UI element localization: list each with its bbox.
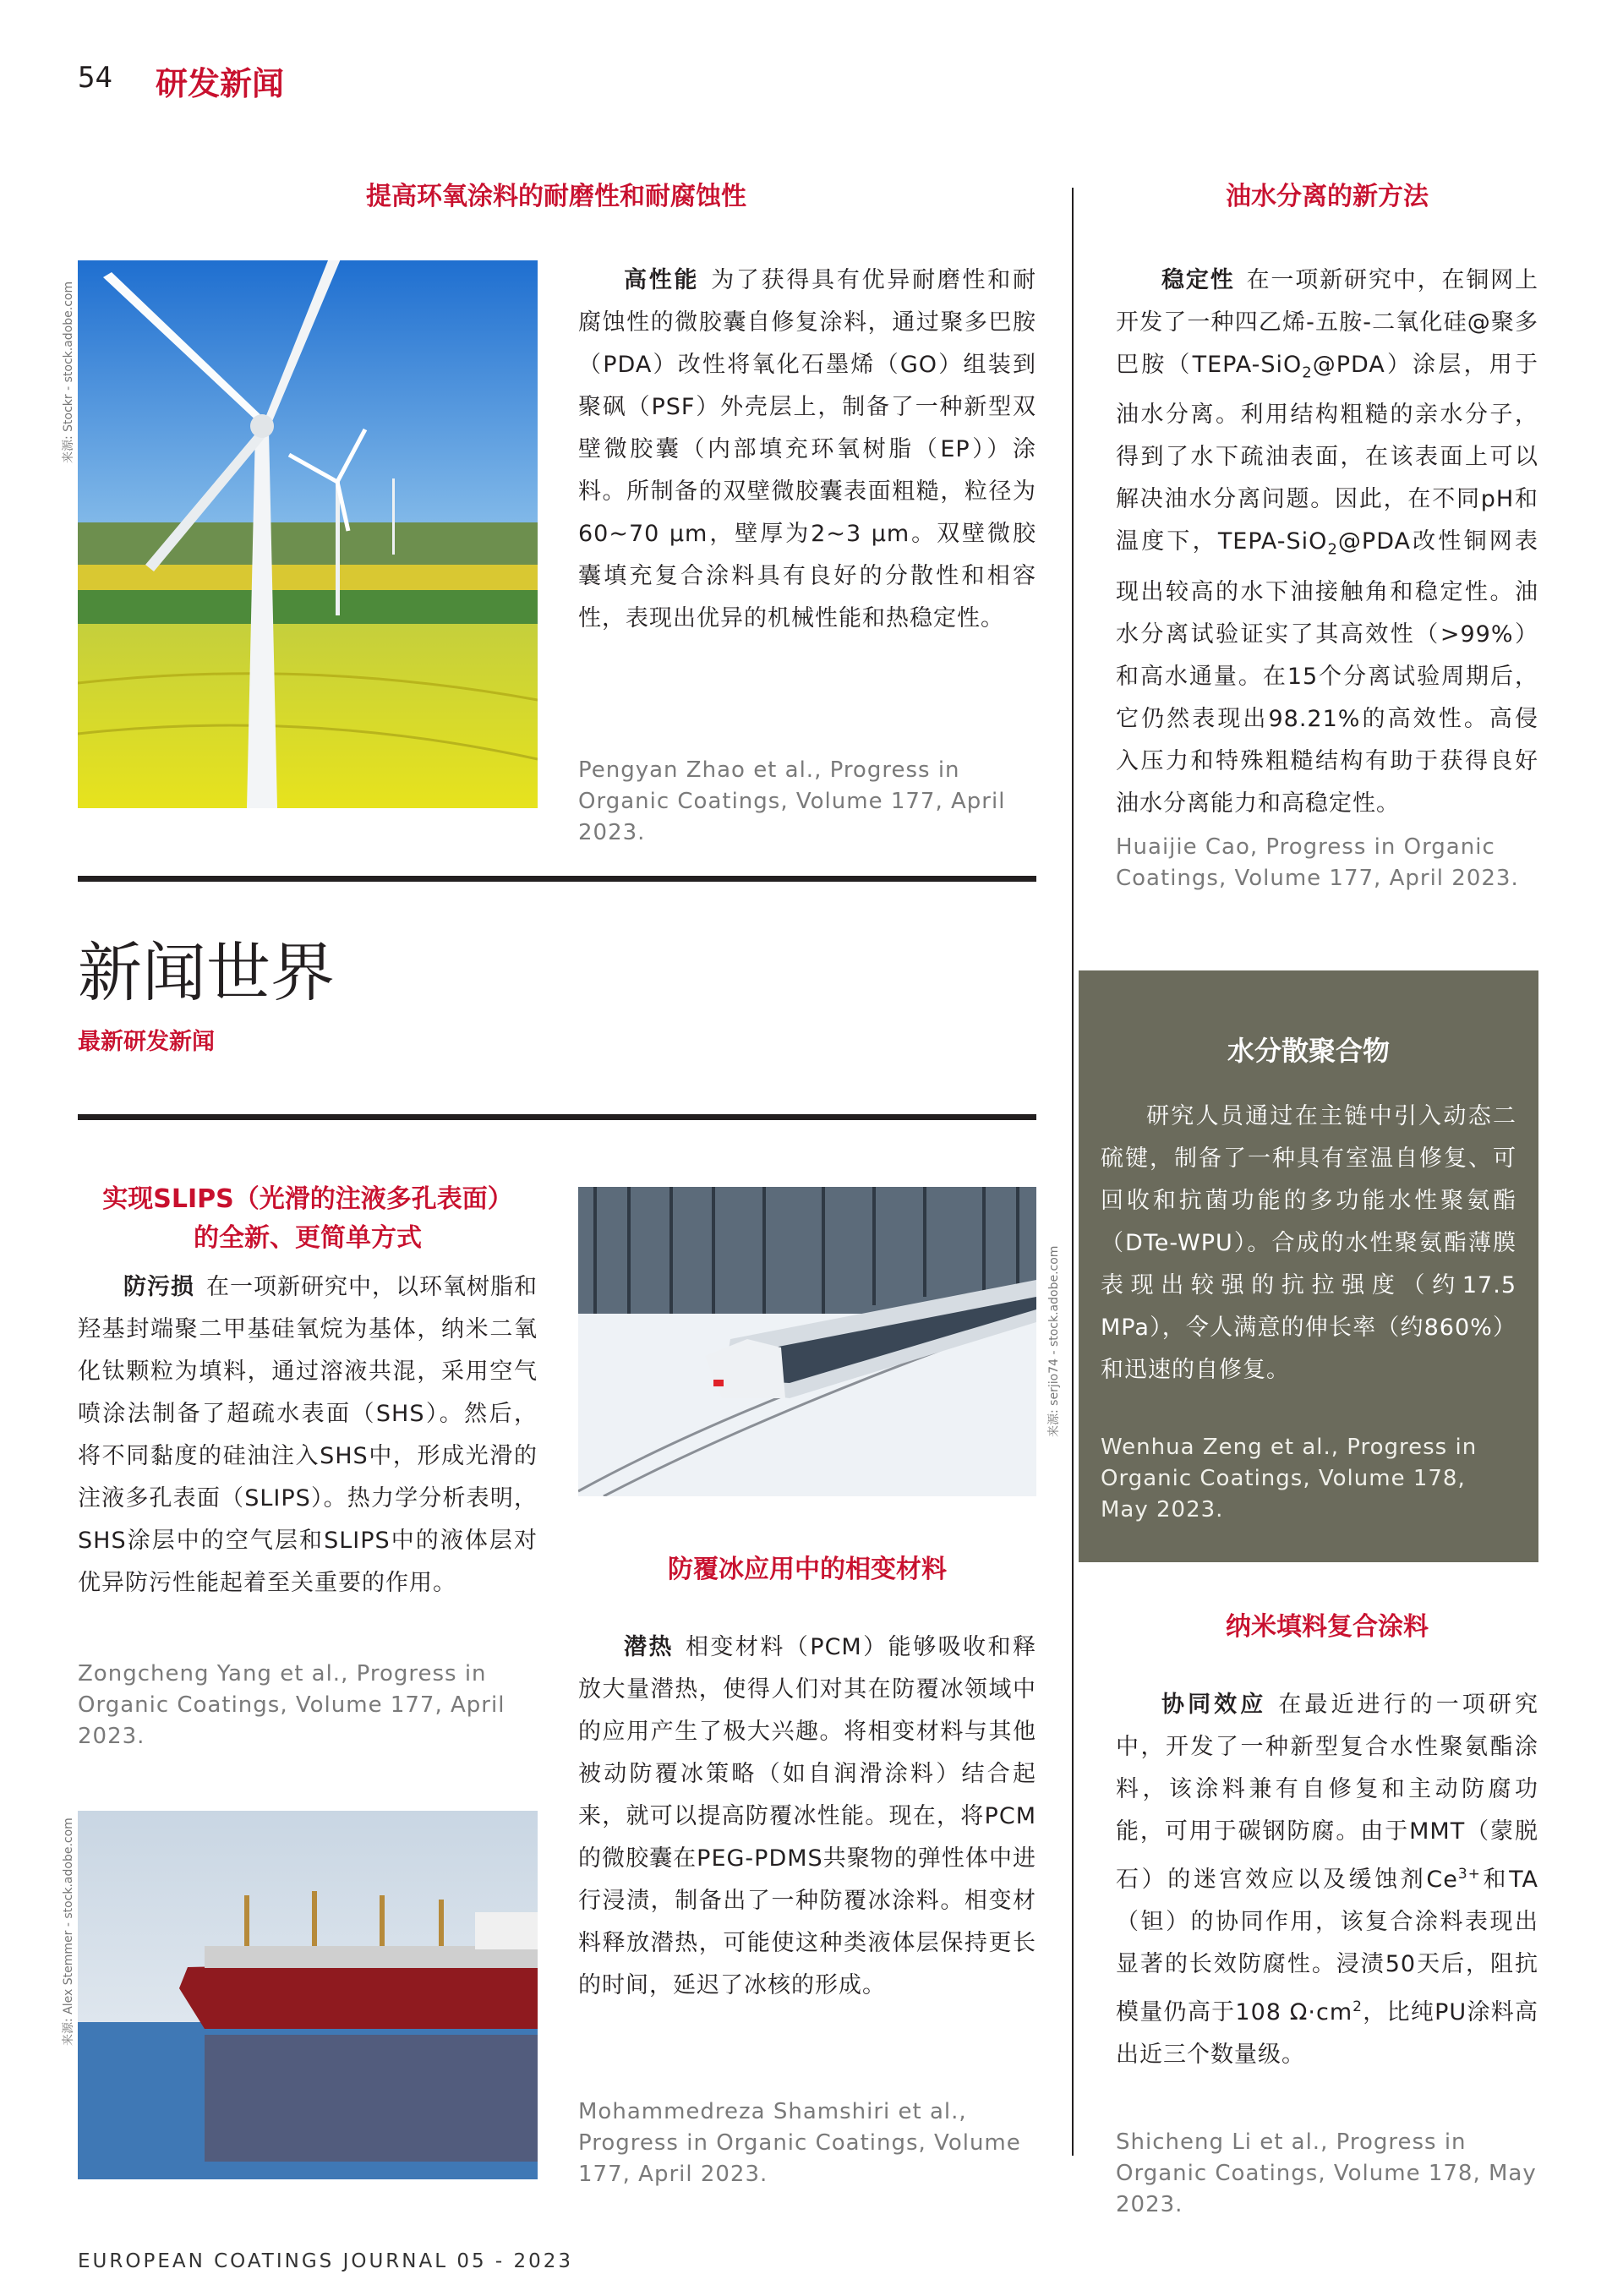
headline-waterborne: 水分散聚合物 [1227, 1035, 1390, 1067]
body-nano-text-1: 在最近进行的一项研究中，开发了一种新型复合水性聚氨酯涂料，该涂料兼有自修复和主动防腐功能，可用于碳钢防腐。由于MMT（蒙脱石）的迷宫效应以及缓蚀剂Ce [1116, 1692, 1539, 1893]
ship-image [78, 1811, 538, 2179]
news-world-subtitle: 最新研发新闻 [78, 1029, 215, 1055]
footer: EUROPEAN COATINGS JOURNAL 05 - 2023 [78, 2250, 574, 2272]
news-world-title: 新闻世界 [78, 935, 335, 1010]
top-rule [78, 876, 1036, 882]
headline-ice: 防覆冰应用中的相变材料 [668, 1555, 947, 1584]
lead-epoxy: 高性能 [624, 267, 700, 293]
image-credit-ship: 来源: Alex Stemmer - stock.adobe.com [62, 1818, 75, 2046]
ref-waterborne: Wenhua Zeng et al., Progress in Organic Coatings, Volume 178, May 2023. [1101, 1435, 1478, 1522]
train-image [578, 1187, 1036, 1496]
body-ice-text: 相变材料（PCM）能够吸收和释放大量潜热，使得人们对其在防覆冰领域中的应用产生了极大兴趣。将相变材料与其他被动防覆冰策略（如自润滑涂料）结合起来，就可以提高防覆冰性能。现在，将PCM的微胶囊在PEG-PDMS共聚物的弹性体中进行浸渍，制备出了一种防覆冰涂料。相变材料释放潜热，可能使这种类液体层保持更长的时间，延迟了冰核的形成。 [578, 1634, 1036, 1998]
ref-slips: Zongcheng Yang et al., Progress in Organic Coatings, Volume 177, April 2023. [78, 1661, 505, 1749]
body-slips-text: 在一项新研究中，以环氧树脂和羟基封端聚二甲基硅氧烷为基体，纳米二氧化钛颗粒为填料，通过溶液共混，采用空气喷涂法制备了超疏水表面（SHS）。然后，将不同黏度的硅油注入SHS中，形成光滑的注液多孔表面（SLIPS）。热力学分析表明，SHS涂层中的空气层和SLIPS中的液体层对优异防污性能起着至关重要的作用。 [78, 1274, 538, 1596]
body-waterborne: 研究人员通过在主链中引入动态二硫键，制备了一种具有室温自修复、可回收和抗菌功能的多功能水性聚氨酯（DTe-WPU）。合成的水性聚氨酯薄膜表现出较强的抗拉强度（约17.5 MPa），令人满意的伸长率（约860%）和迅速的自修复。 [1101, 1103, 1516, 1383]
headline-slips-line2: 的全新、更简单方式 [194, 1223, 422, 1253]
page-number: 54 [78, 61, 112, 95]
ref-epoxy: Pengyan Zhao et al., Progress in Organic Coatings, Volume 177, April 2023. [578, 757, 1006, 845]
superscript-3plus: 3+ [1457, 1866, 1481, 1883]
body-oil-text-1: 在一项新研究中，在铜网上开发了一种四乙烯-五胺-二氧化硅@聚多巴胺（TEPA-SiO [1116, 267, 1539, 378]
body-slips [78, 1266, 538, 1604]
body-nano-text-2: 和TA（钽）的协同作用，该复合涂料表现出显著的长效防腐性。浸渍50天后，阻抗模量仍高于108 Ω·cm [1116, 1867, 1539, 2025]
lead-oil: 稳定性 [1161, 267, 1235, 293]
body-ice [578, 1626, 1036, 2007]
bottom-rule [78, 1114, 1036, 1120]
column-divider [1072, 188, 1074, 2156]
lead-nano: 协同效应 [1161, 1692, 1267, 1718]
ref-nano: Shicheng Li et al., Progress in Organic Coatings, Volume 178, May 2023. [1116, 2129, 1537, 2217]
body-epoxy-text: 为了获得具有优异耐磨性和耐腐蚀性的微胶囊自修复涂料，通过聚多巴胺（PDA）改性将氧化石墨烯（GO）组装到聚砜（PSF）外壳层上，制备了一种新型双壁微胶囊（内部填充环氧树脂（EP））涂料。所制备的双壁微胶囊表面粗糙，粒径为60~70 μm，壁厚为2~3 μm。双壁微胶囊填充复合涂料具有良好的分散性和相容性，表现出优异的机械性能和热稳定性。 [578, 267, 1037, 631]
headline-slips [78, 1180, 538, 1258]
ref-oil: Huaijie Cao, Progress in Organic Coatings, Volume 177, April 2023. [1116, 834, 1519, 891]
body-oil-text-2: @PDA）涂层，用于油水分离。利用结构粗糙的亲水分子，得到了水下疏油表面，在该表面上可以解决油水分离问题。因此，在不同pH和温度下，TEPA-SiO [1116, 352, 1538, 555]
section-tag: 研发新闻 [156, 65, 285, 102]
ref-ice: Mohammedreza Shamshiri et al., Progress in Organic Coatings, Volume 177, April 2023. [578, 2099, 1021, 2187]
wind-turbine-image [78, 260, 538, 808]
headline-slips-line1: 实现SLIPS（光滑的注液多孔表面） [102, 1184, 513, 1214]
subscript-2a: 2 [1302, 364, 1313, 382]
lead-slips: 防污损 [123, 1274, 194, 1300]
body-epoxy [578, 260, 1036, 640]
image-credit-train: 来源: serjio74 - stock.adobe.com [1047, 1245, 1061, 1437]
headline-nano: 纳米填料复合涂料 [1226, 1612, 1429, 1642]
body-nano [1116, 1684, 1538, 2076]
image-credit-turbine: 来源: Stockr - stock.adobe.com [62, 281, 75, 463]
body-oil-text-3: @PDA改性铜网表现出较高的水下油接触角和稳定性。油水分离试验证实了其高效性（>99%）和高水通量。在15个分离试验周期后，它仍然表现出98.21%的高效性。高侵入压力和特殊粗糙结构有助于获得良好油水分离能力和高稳定性。 [1116, 528, 1538, 817]
headline-oil: 油水分离的新方法 [1226, 182, 1429, 211]
body-oil [1116, 260, 1538, 825]
subscript-2b: 2 [1327, 540, 1338, 559]
body-nano-text-3: ，比纯PU涂料高出近三个数量级。 [1116, 1999, 1539, 2068]
waterborne-box [1079, 970, 1538, 1562]
superscript-2: 2 [1352, 1998, 1363, 2015]
lead-ice: 潜热 [624, 1634, 674, 1660]
headline-epoxy: 提高环氧涂料的耐磨性和耐腐蚀性 [366, 182, 746, 211]
